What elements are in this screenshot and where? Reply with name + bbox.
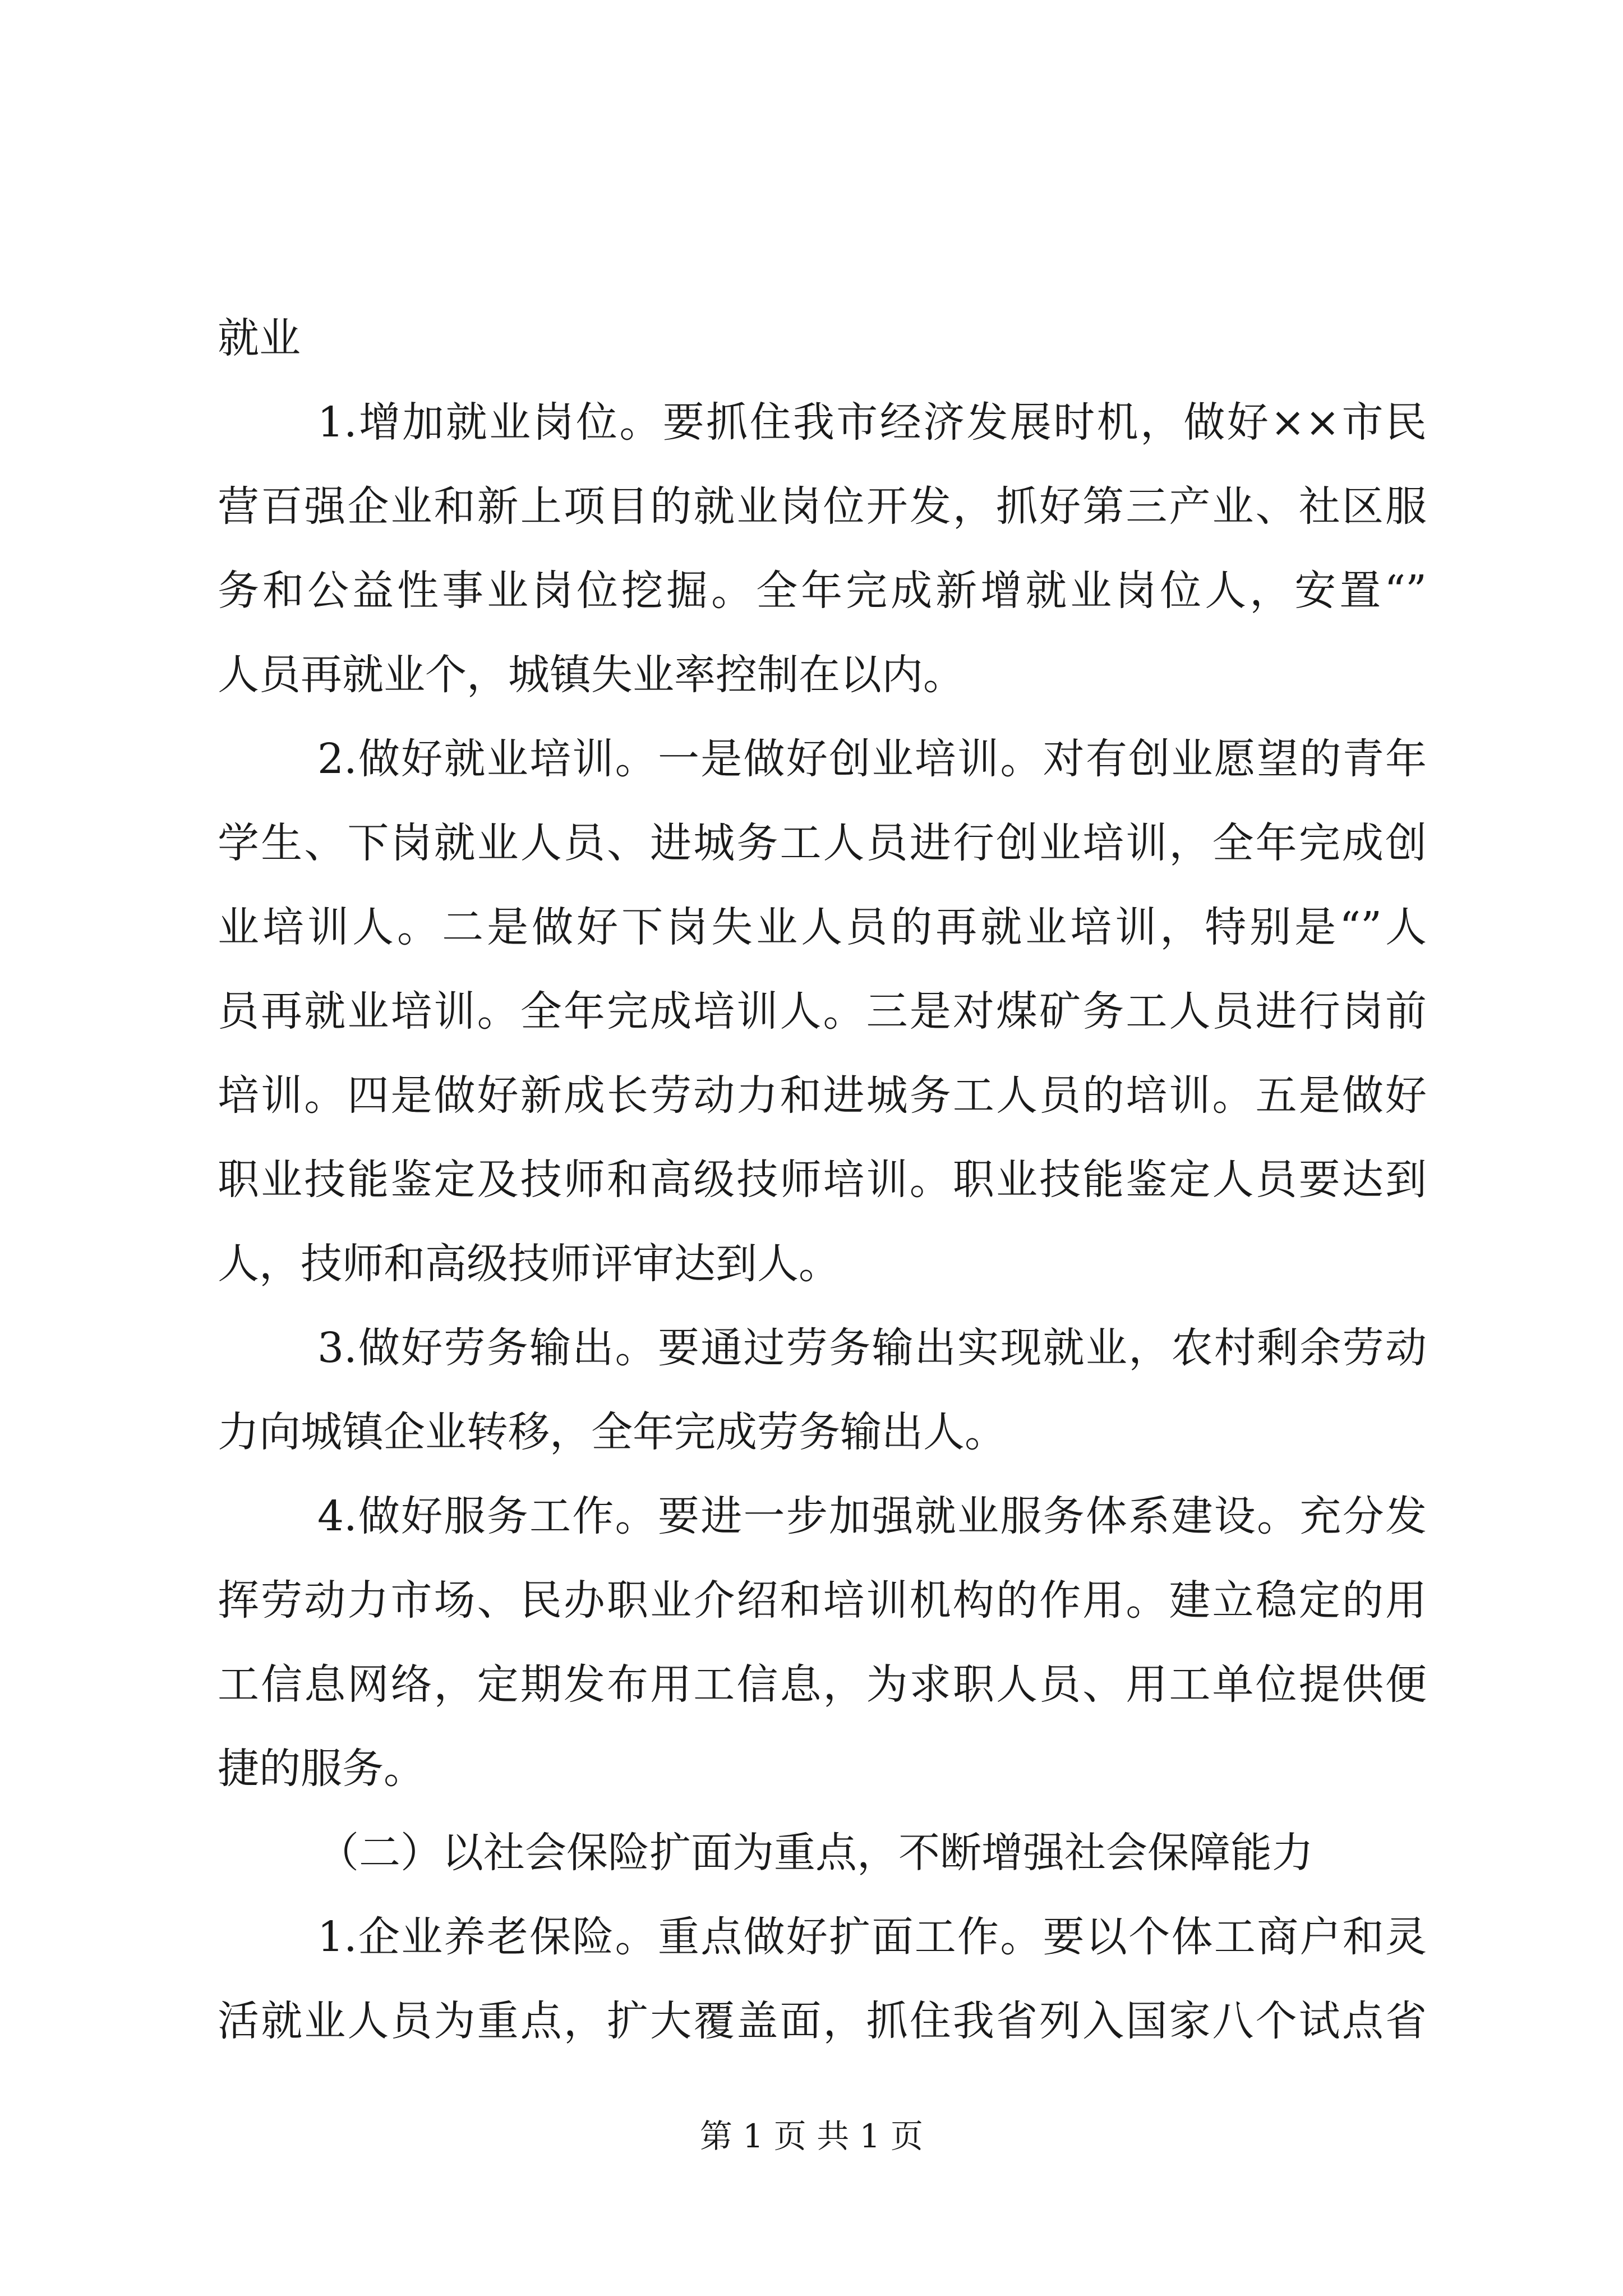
text-line: 职业技能鉴定及技师和高级技师培训。职业技能鉴定人员要达到 (218, 1156, 1427, 1204)
text-line: 人，技师和高级技师评审达到人。 (218, 1240, 840, 1288)
text-line: 营百强企业和新上项目的就业岗位开发，抓好第三产业、社区服 (218, 482, 1427, 531)
text-line: 务和公益性事业岗位挖掘。全年完成新增就业岗位人，安置“” (218, 567, 1427, 615)
text-line: 工信息网络，定期发布用工信息，为求职人员、用工单位提供便 (218, 1660, 1427, 1709)
text-line: 学生、下岗就业人员、进城务工人员进行创业培训，全年完成创 (218, 819, 1427, 867)
paragraph-start-line: 4.做好服务工作。要进一步加强就业服务体系建设。充分发 (317, 1492, 1427, 1540)
text-line: 人员再就业个，城镇失业率控制在以内。 (218, 651, 965, 699)
document-body (218, 296, 1427, 2063)
paragraph-start-line: 3.做好劳务输出。要通过劳务输出实现就业，农村剩余劳动 (317, 1324, 1427, 1372)
text-line: 业培训人。二是做好下岗失业人员的再就业培训，特别是“”人 (218, 903, 1427, 951)
text-line: 培训。四是做好新成长劳动力和进城务工人员的培训。五是做好 (218, 1071, 1427, 1120)
text-line: 员再就业培训。全年完成培训人。三是对煤矿务工人员进行岗前 (218, 987, 1427, 1036)
paragraph-start-line: 2.做好就业培训。一是做好创业培训。对有创业愿望的青年 (317, 735, 1427, 783)
text-line: 就业 (218, 314, 301, 362)
text-line: 挥劳动力市场、民办职业介绍和培训机构的作用。建立稳定的用 (218, 1576, 1427, 1625)
paragraph-start-line: 1.企业养老保险。重点做好扩面工作。要以个体工商户和灵 (317, 1913, 1427, 1961)
section-heading: （二）以社会保险扩面为重点，不断增强社会保障能力 (317, 1829, 1313, 1877)
paragraph-start-line: 1.增加就业岗位。要抓住我市经济发展时机，做好××市民 (317, 398, 1427, 447)
text-line: 捷的服务。 (218, 1745, 425, 1793)
text-line: 活就业人员为重点，扩大覆盖面，抓住我省列入国家八个试点省 (218, 1997, 1427, 2045)
page-footer: 第 1 页 共 1 页 (700, 2117, 923, 2155)
text-line: 力向城镇企业转移，全年完成劳务输出人。 (218, 1408, 1006, 1456)
